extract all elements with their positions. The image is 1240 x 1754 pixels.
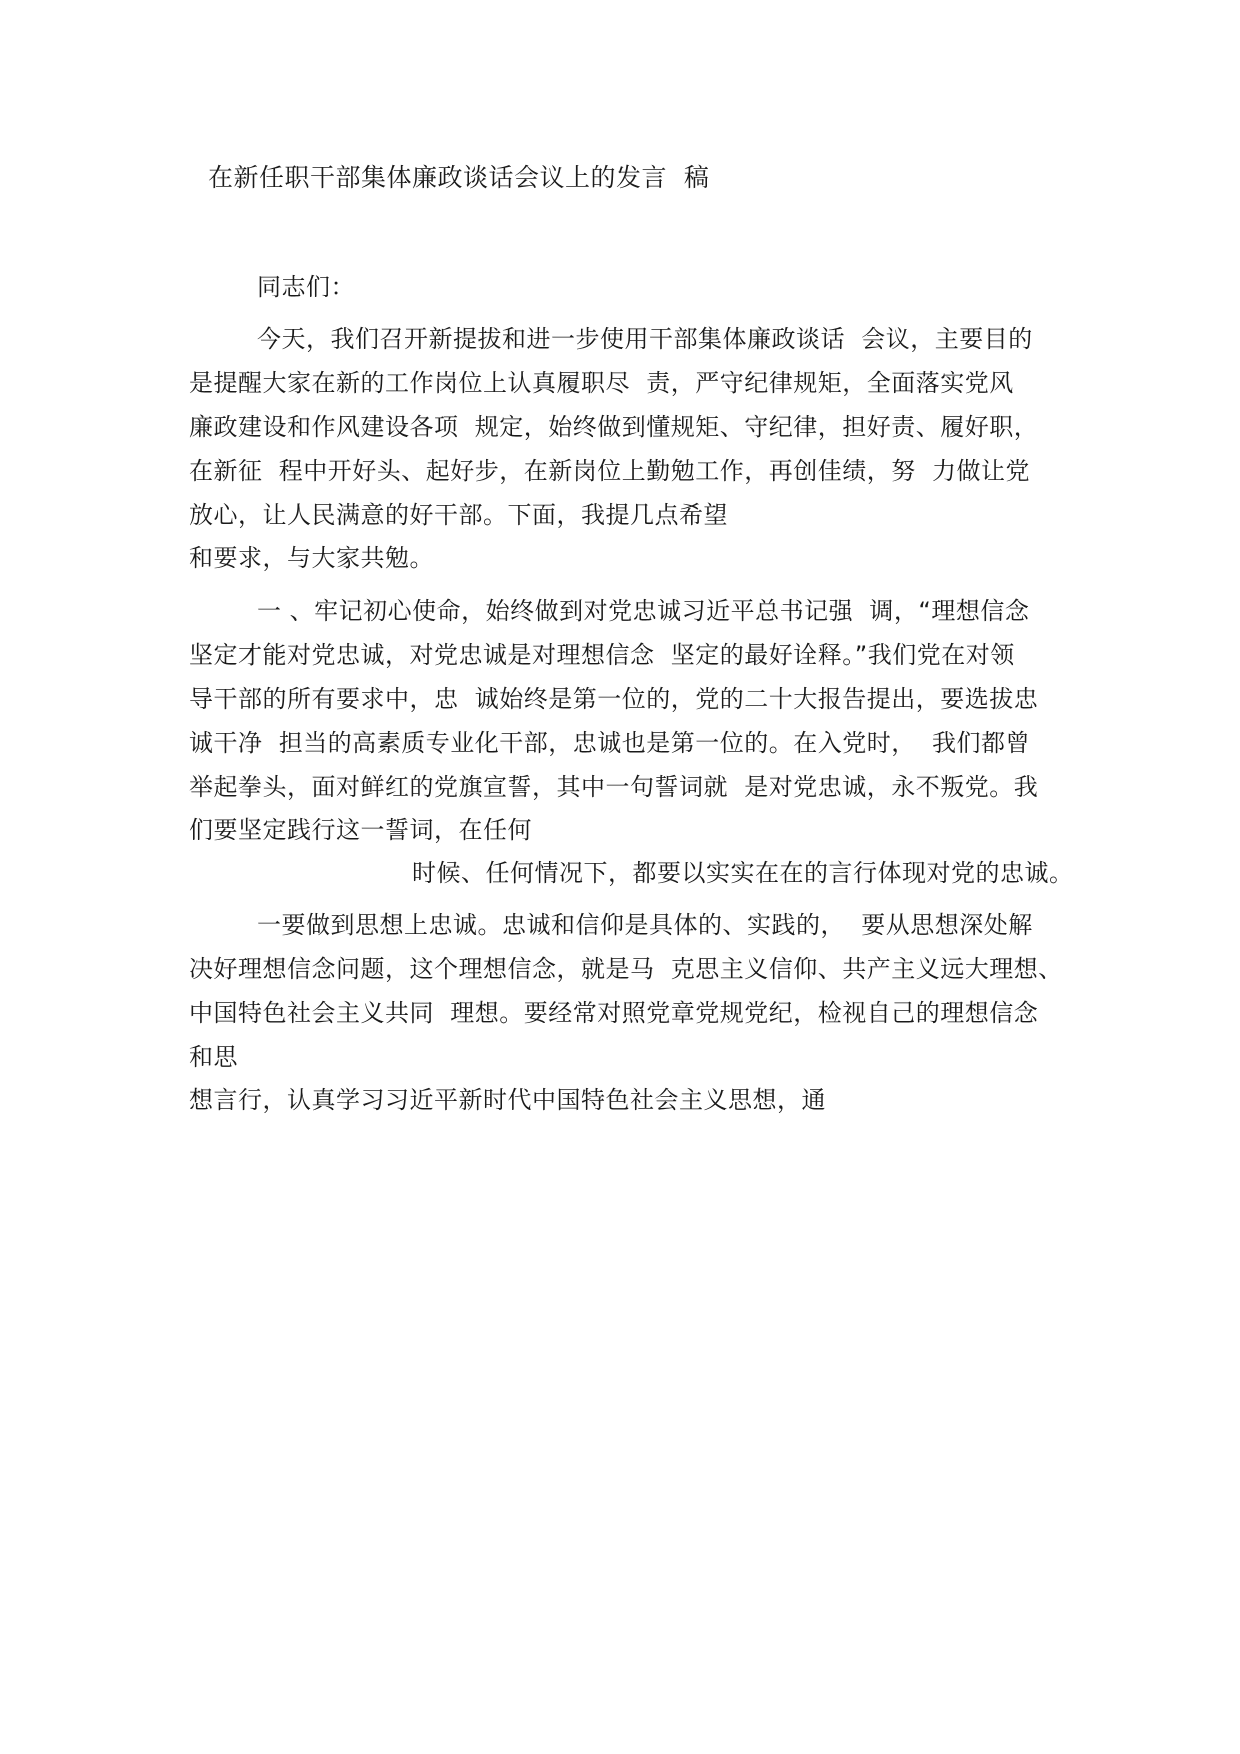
paragraph-line: 中国特色社会主义共同 理想。要经常对照党章党规党纪，检视自己的理想信念 [189,999,1039,1027]
paragraph-line: 时候、任何情况下，都要以实实在在的言行体现对党的忠诚。 [412,859,1074,887]
salutation: 同志们： [257,273,355,301]
paragraph-line: 坚定才能对党忠诚，对党忠诚是对理想信念 坚定的最好诠释。”我们党在对领 [189,641,1015,669]
paragraph-line: 举起拳头，面对鲜红的党旗宣誓，其中一句誓词就 是对党忠诚，永不叛党。我 [189,773,1039,801]
paragraph-line: 是提醒大家在新的工作岗位上认真履职尽 责，严守纪律规矩，全面落实党风 [189,369,1014,397]
paragraph-line: 一要做到思想上忠诚。忠诚和信仰是具体的、实践的， 要从思想深处解 [257,911,1033,939]
paragraph-line: 诚干净 担当的高素质专业化干部，忠诚也是第一位的。在入党时， 我们都曾 [189,729,1031,757]
paragraph-line: 和要求，与大家共勉。 [189,544,434,572]
paragraph-line: 和思 [189,1043,238,1071]
document-title: 在新任职干部集体廉政谈话会议上的发言 稿 [208,163,710,192]
paragraph-line: 导干部的所有要求中，忠 诚始终是第一位的，党的二十大报告提出，要选拔忠 [189,685,1039,713]
paragraph-line: 们要坚定践行这一誓词，在任何 [189,816,532,844]
paragraph-line: 在新征 程中开好头、起好步，在新岗位上勤勉工作，再创佳绩，努 力做让党 [189,457,1031,485]
paragraph-line: 一 、牢记初心使命，始终做到对党忠诚习近平总书记强 调，“理想信念 [257,597,1030,625]
paragraph-line: 放心，让人民满意的好干部。下面，我提几点希望 [189,501,728,529]
paragraph-line: 廉政建设和作风建设各项 规定，始终做到懂规矩、守纪律，担好责、履好职， [189,413,1039,441]
paragraph-line: 决好理想信念问题，这个理想信念，就是马 克思主义信仰、共产主义远大理想、 [189,955,1063,983]
paragraph-line: 想言行，认真学习习近平新时代中国特色社会主义思想，通 [189,1086,826,1114]
paragraph-line: 今天，我们召开新提拔和进一步使用干部集体廉政谈话 会议，主要目的 [257,325,1033,353]
